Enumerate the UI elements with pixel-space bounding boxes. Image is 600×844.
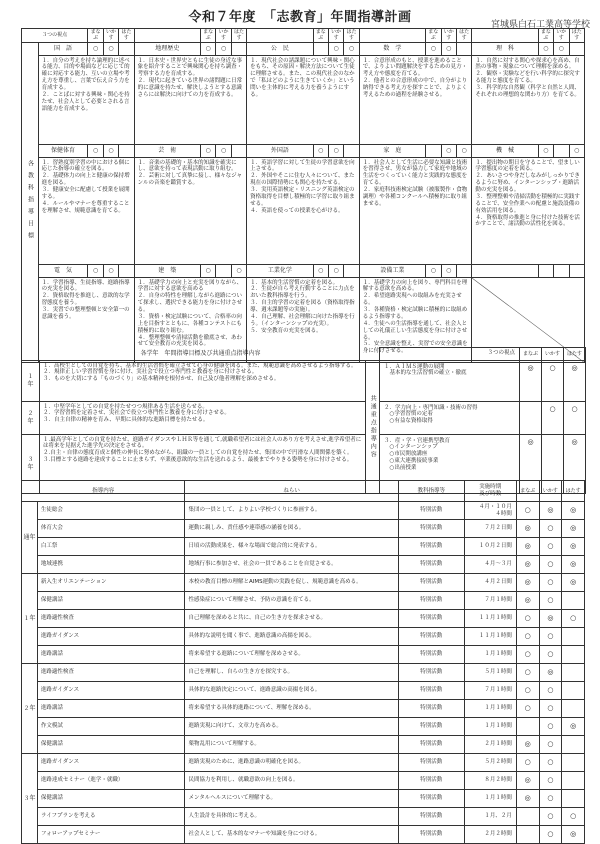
viewpoint-mark: [562, 736, 585, 754]
activity-row: [22, 772, 585, 790]
activity-aim: 自己理解を深めると共に、自己の生き方を探求させる。: [185, 610, 398, 628]
activity-time: １月１時間: [464, 790, 516, 808]
viewpoint-mark: ○: [569, 144, 585, 157]
viewpoint-mark: [344, 144, 359, 157]
viewpoint-mark: ○: [313, 264, 328, 277]
grade-label: ２年: [22, 401, 40, 434]
activity-type: 特別活動: [398, 556, 464, 574]
subject-name: 数 学: [359, 42, 425, 55]
viewpoint-mark: [569, 42, 585, 55]
viewpoint-mark: ○: [539, 790, 562, 808]
subject-goal-text: １．現代社会の諸課題について興味・関心をもち、その原因・解決方法について生徒に理解させる。また、この現代社会のなかで「私はどのように生きていくか」という問いを主体的に考える力を養うようにする。: [247, 55, 360, 144]
viewpoint-mark: ○: [516, 610, 539, 628]
grade-goal-text: １．中堅学年としての自覚を持たせつつ規律ある生活を送らせる。 ２．学習習慣を定着させ、実社会で役立つ専門性と教養を身に付けさせる。 ３．自主自律の精神を育み、早期に具体的な進路目標を持たせる。: [40, 401, 366, 434]
grade-label: ３年: [22, 434, 40, 493]
type-header: 教科指導等: [398, 481, 464, 502]
viewpoint-mark: ○: [562, 808, 585, 826]
activity-type: 特別活動: [398, 628, 464, 646]
viewpoint-mark: ○: [200, 42, 215, 55]
activity-content: 新入生オリエンテーション: [37, 574, 185, 592]
viewpoint-col-header: まなぶ: [520, 348, 542, 361]
activity-type: 特別活動: [398, 826, 464, 844]
activity-type: 特別活動: [398, 520, 464, 538]
activity-time: ４月～３月: [464, 556, 516, 574]
activity-aim: 日頃の活動成果を、様々な場面で総合的に発表する。: [185, 538, 398, 556]
viewpoint-mark: ○: [441, 42, 456, 55]
subject-goal-text: １．合意形成のもと、授業を進めることで、よりよい問題解決をするための見方・考え方や態度を育てる。 ２．他者との合意形成の中で、自分がより納得できる考え方を探すことで、よりよく考えるための過程を経験させる。: [359, 55, 472, 144]
activity-row: [22, 646, 585, 664]
viewpoint-mark: [562, 628, 585, 646]
viewpoint-mark: ○: [516, 664, 539, 682]
activity-time: ７月１時間: [464, 592, 516, 610]
viewpoint-mark: ◎: [539, 610, 562, 628]
subject-goal-text: １．基本的生活習慣の定着を図る。 ２．生徒が自ら考え行動することに力点をおいた教科指導を行う。 ３．自主的学習の定着を図る（資格取得指導、週末課題等の実施）。 ４．自己理解、社会理解に向けた指導を行う。（インターンシップの充実）。 ５．安全教育の充実を図る。: [247, 277, 360, 362]
grade-goals-heading: 各学年 年間指導目標及び共通重点指導内容: [22, 348, 380, 361]
viewpoint-col-header: まなぶ: [200, 29, 215, 43]
subject-name: 理 科: [472, 42, 538, 55]
viewpoint-mark: ○: [516, 502, 539, 520]
common-focus-text: １．ＡＩＭＳ運動の展開 基本的な生活習慣の確立・徹底: [380, 360, 520, 401]
header-blank: [134, 29, 200, 43]
viewpoint-mark: [562, 772, 585, 790]
viewpoint-col-header: はたす: [564, 348, 586, 361]
activity-row: [22, 808, 585, 826]
activity-time: ４月２日間: [464, 574, 516, 592]
subject-goal-text: １．自分の考えを持ち論理的に述べる能力、目的や場面などに応じて的確に対応する能力、互いの立場や考え方を尊重し、言葉で伝え合う力を育成する。 ２．ことばに対する興味・関心を持たせ、社会人として必要とされる言語能力を育成する。: [38, 55, 134, 144]
activity-row: [22, 700, 585, 718]
activity-row: [22, 754, 585, 772]
activity-type: 特別活動: [398, 502, 464, 520]
activity-time: １月１時間: [464, 646, 516, 664]
subject-goal-text: １．社会人として生活に必要な知識と技術を習得させ、男女が協力して家庭や地域の生活をつくっていく能力と実践的な態度を育てる。 ２．家庭科技術検定試験（被服製作・食物調理）や各種コンクールへ積極的に取り組ませる。: [359, 157, 472, 264]
activity-aim: 民間協力を利用し、就職意欲の向上を図る。: [185, 772, 398, 790]
activity-type: 特別活動: [398, 754, 464, 772]
activity-row: [22, 556, 585, 574]
viewpoint-mark: [426, 144, 441, 157]
viewpoint-mark: ○: [231, 264, 246, 277]
viewpoint-mark: [562, 754, 585, 772]
activity-time: ７月２日間: [464, 520, 516, 538]
viewpoint-mark: ○: [328, 144, 343, 157]
viewpoint-mark: ◎: [562, 538, 585, 556]
activity-aim: 自己を理解し、自らの生き方を探究する。: [185, 664, 398, 682]
viewpoint-col-header: いかす: [539, 481, 562, 502]
subject-goals-table: [21, 28, 585, 363]
viewpoint-mark: [562, 700, 585, 718]
side-label: 各教科指導目標: [22, 42, 39, 362]
viewpoint-mark: [231, 42, 246, 55]
viewpoint-mark: ◎: [520, 360, 542, 401]
viewpoint-col-header: いかす: [441, 29, 456, 43]
viewpoint-col-header: はたす: [562, 481, 585, 502]
activity-content: 進路講話: [37, 646, 185, 664]
viewpoint-mark: ◎: [516, 574, 539, 592]
activity-aim: 具体的な進路決定について、進路意識の高揚を図る。: [185, 682, 398, 700]
viewpoint-mark: ◎: [516, 790, 539, 808]
viewpoint-mark: [119, 264, 134, 277]
viewpoint-mark: ○: [539, 826, 562, 844]
subject-name: 国 語: [38, 42, 88, 55]
activity-time: １０月２日間: [464, 538, 516, 556]
activity-time: ２月１時間: [464, 736, 516, 754]
activity-row: [22, 664, 585, 682]
viewpoint-mark: ○: [103, 264, 118, 277]
subject-name: 建 築: [134, 264, 200, 277]
viewpoint-mark: ◎: [539, 664, 562, 682]
activity-type: 特別活動: [398, 808, 464, 826]
activity-row: [22, 520, 585, 538]
subject-goal-text: １．英語学習に対して生徒の学習意欲を向上させる。 ２．外国やそこに住む人々について、また現在の国際情勢にも関心を持たせる。 ３．実用英語検定・リスニング英語検定の資格取得を目標し積極的に学習に取り組ませる。 ４．英語を使っての授業を心がける。: [247, 157, 360, 264]
viewpoint-mark: ◎: [516, 520, 539, 538]
viewpoint-mark: ○: [539, 574, 562, 592]
viewpoint-mark: [216, 264, 231, 277]
viewpoint-mark: ○: [542, 360, 564, 401]
subject-name: 地理歴史: [134, 42, 200, 55]
header-blank: [359, 29, 425, 43]
viewpoint-mark: ○: [441, 144, 456, 157]
subject-name: 保健体育: [38, 144, 88, 157]
activity-row: [22, 574, 585, 592]
activity-aim: 進路実現のために、進路意識の明確化を図る。: [185, 754, 398, 772]
subject-desc-row: [22, 55, 585, 144]
viewpoint-mark: ○: [456, 144, 471, 157]
grade-goal-row: [22, 401, 586, 434]
activity-aim: 人生設計を具体的に考える。: [185, 808, 398, 826]
header-blank: [247, 29, 313, 43]
viewpoint-mark: [344, 264, 359, 277]
activity-row: [22, 682, 585, 700]
activity-content: 保健講話: [37, 790, 185, 808]
viewpoint-col-header: まなぶ: [538, 29, 553, 43]
activity-type: 特別活動: [398, 574, 464, 592]
viewpoint-mark: ○: [516, 700, 539, 718]
viewpoint-mark: ◎: [520, 434, 542, 493]
activity-aim: 具体的な説明を聞く事で、進路意識の高揚を図る。: [185, 628, 398, 646]
activity-time: ５月１時間: [464, 664, 516, 682]
grade-label: １年: [22, 360, 40, 401]
subject-row: [22, 264, 585, 277]
activity-type: 特別活動: [398, 772, 464, 790]
activity-row: [22, 628, 585, 646]
viewpoint-mark: ○: [516, 628, 539, 646]
viewpoint-mark: ○: [441, 264, 456, 277]
viewpoint-mark: ○: [539, 772, 562, 790]
subject-name: 設備工業: [359, 264, 425, 277]
empty-cell: [472, 264, 538, 277]
viewpoint-mark: ○: [542, 401, 564, 434]
activity-time: １月１時間: [464, 700, 516, 718]
viewpoint-mark: ◎: [516, 772, 539, 790]
viewpoint-mark: ○: [539, 736, 562, 754]
viewpoint-mark: ○: [216, 144, 231, 157]
viewpoint-mark: ◎: [562, 574, 585, 592]
viewpoint-mark: [119, 144, 134, 157]
viewpoint-mark: [520, 401, 542, 434]
activity-aim: メンタルヘルスについて理解する。: [185, 790, 398, 808]
viewpoint-col-header: まなぶ: [88, 29, 103, 43]
viewpoint-mark: ○: [216, 42, 231, 55]
viewpoint-header-row: [22, 29, 585, 43]
activity-type: 特別活動: [398, 700, 464, 718]
school-name: 宮城県白石工業高等学校: [490, 20, 590, 30]
viewpoint-mark: [456, 42, 471, 55]
viewpoint-mark: ○: [516, 646, 539, 664]
activity-row: [22, 826, 585, 844]
group-label: ３年: [22, 754, 38, 844]
viewpoint-mark: ○: [344, 42, 359, 55]
viewpoint-col-header: いかす: [103, 29, 118, 43]
activity-content: 生徒総会: [37, 502, 185, 520]
activity-time: ７月１時間: [464, 682, 516, 700]
grade-goal-row: [22, 360, 586, 401]
activity-content: 地域連携: [37, 556, 185, 574]
viewpoint-mark: ○: [539, 538, 562, 556]
viewpoint-mark: ◎: [564, 360, 586, 401]
activity-content: 進路ガイダンス: [37, 754, 185, 772]
activity-aim: 地域行事に参加させ、社会の一員であることを自覚させる。: [185, 556, 398, 574]
activity-content: フォローアップセミナー: [37, 826, 185, 844]
activity-content: 保健講話: [37, 736, 185, 754]
viewpoint-col-header: はたす: [119, 29, 134, 43]
header-blank: [472, 29, 538, 43]
subject-name: 電 気: [38, 264, 88, 277]
viewpoint-col-header: まなぶ: [516, 481, 539, 502]
viewpoint-mark: ○: [200, 144, 215, 157]
activity-type: 特別活動: [398, 790, 464, 808]
viewpoint-mark: [562, 592, 585, 610]
viewpoint-mark: ○: [539, 556, 562, 574]
activity-aim: 将来希望する具体的進路について、理解を深める。: [185, 700, 398, 718]
empty-mark: [554, 264, 569, 277]
empty-mark: [569, 264, 585, 277]
viewpoint-col-header: いかす: [216, 29, 231, 43]
activity-time: １１月１時間: [464, 610, 516, 628]
activity-content: 作文模試: [37, 718, 185, 736]
viewpoint-mark: ○: [426, 264, 441, 277]
viewpoint-mark: ○: [539, 628, 562, 646]
aim-header: ねらい: [185, 481, 398, 502]
activity-time: １月、２月: [464, 808, 516, 826]
subject-goal-text: １．日本史・世界史ともに生徒の身近な事象を紹介することで興味関心を持ち調査・考察する力を育成する。 ２．現代に起きている世界の諸問題に日常的に意識を持たせ、解決しようとする意識さらには解決に向けての力を育成する。: [134, 55, 247, 144]
viewpoint-mark: [516, 718, 539, 736]
activity-type: 特別活動: [398, 538, 464, 556]
viewpoint-mark: [516, 826, 539, 844]
subject-goal-text: １．基礎学力の向上を図り、専門科目を理解する意欲を高める。 ２．希望進路実現への取組みを充実させる。 ３．各種資格・検定試験に積極的に取組めるよう指導する。 ４．生徒への生活指導を通して、社会人としての礼儀正しい生活態度を身に付けさせる。 ５．安全意識を整え、実習での安全意識を身に付けさせる。: [359, 277, 472, 362]
viewpoint-mark: [313, 42, 328, 55]
activity-content: 進路ガイダンス: [37, 628, 185, 646]
activity-content: 進路適性検査: [37, 664, 185, 682]
activity-aim: 本校の教育目標の理解とAIMS運動の実践を促し、規範意識を高める。: [185, 574, 398, 592]
activity-row: [22, 736, 585, 754]
viewpoint-col-header: まなぶ: [313, 29, 328, 43]
viewpoints-label: ３つの視点: [22, 29, 88, 43]
subject-goal-text: １．基礎学力の向上と充実を図りながら、学習に対する意欲を高める ２．自身の特性を理解しながら進路について探求し、選択できる能力を身に付けさせる。 ３．資格・検定試験について、合格率の向上を目指すとともに、各種コンテストにも積極的に取り組む。 ４．整理整頓や清掃活動を徹底させ、あわせて安全教育の充実を図る。: [134, 277, 247, 362]
subject-name: 公 民: [247, 42, 313, 55]
viewpoint-mark: ○: [539, 718, 562, 736]
subject-name: 芸 術: [134, 144, 200, 157]
viewpoint-mark: ○: [200, 264, 215, 277]
activity-row: [22, 538, 585, 556]
subject-row: [22, 144, 585, 157]
viewpoint-mark: ○: [538, 42, 553, 55]
activity-row: [22, 790, 585, 808]
viewpoint-mark: [554, 144, 569, 157]
viewpoint-mark: [562, 790, 585, 808]
viewpoint-mark: ◎: [539, 502, 562, 520]
activity-type: 特別活動: [398, 592, 464, 610]
group-label: １年: [22, 574, 38, 664]
activity-time: ２月２時間: [464, 826, 516, 844]
activity-aim: 集団の一員として、よりよい学校づくりに参画する。: [185, 502, 398, 520]
viewpoint-col-header: まなぶ: [426, 29, 441, 43]
viewpoint-mark: ○: [516, 682, 539, 700]
viewpoint-mark: ◎: [516, 538, 539, 556]
activity-content: 進路達成セミナー（進学・就職）: [37, 772, 185, 790]
activity-time: ８月２時間: [464, 772, 516, 790]
activity-content: 進路ガイダンス: [37, 682, 185, 700]
activity-content: 進路適性検査: [37, 610, 185, 628]
time-header: 実施時期 及び時数: [464, 481, 516, 502]
viewpoint-mark: [456, 264, 471, 277]
viewpoint-mark: ○: [88, 42, 103, 55]
activity-header-row: [22, 481, 585, 502]
common-focus-text: ２．学力向上・専門知識・技術の習得 ○学習習慣の定着 ○有益な資格取得: [380, 401, 520, 434]
activity-row: [22, 592, 585, 610]
activity-row: [22, 502, 585, 520]
activity-type: 特別活動: [398, 736, 464, 754]
activity-row: [22, 610, 585, 628]
viewpoint-col-header: いかす: [542, 348, 564, 361]
viewpoint-mark: ○: [539, 592, 562, 610]
activity-content: 体育大会: [37, 520, 185, 538]
viewpoint-col-header: はたす: [456, 29, 471, 43]
activity-content: 白工祭: [37, 538, 185, 556]
viewpoint-mark: ○: [538, 144, 553, 157]
viewpoint-mark: [562, 664, 585, 682]
common-focus-text: ３．産・学・官連携型教育 ○インターンシップ ○市民開放講座 ○東大連携接続事業 ○出前授業: [380, 434, 520, 493]
activity-type: 特別活動: [398, 610, 464, 628]
activity-aim: 薬物乱用について理解する。: [185, 736, 398, 754]
viewpoint-col-header: はたす: [344, 29, 359, 43]
viewpoints-label: ３つの視点: [380, 348, 520, 361]
viewpoint-mark: ◎: [516, 736, 539, 754]
activity-content: 保健講話: [37, 592, 185, 610]
subject-name: 家 庭: [359, 144, 425, 157]
viewpoint-mark: [231, 144, 246, 157]
grade-goal-text: １．高校生としての自覚を持ち、基本的生活習慣を確立させて心身の健康を図る。また、規範意識を高めさせるよう指導する。 ２．規律正しい学習習慣を身に付け、実社会で役立つ専門性と教養を身に付けさせる。 ３．ものを大切にする「ものづくり」の基本精神を根付かせ、自己及び他者理解を深めさせる。: [40, 360, 366, 401]
page-title: 令和７年度 「志教育」年間指導計画: [188, 10, 412, 25]
grade-goals-header-row: [22, 348, 586, 361]
viewpoint-mark: ○: [88, 144, 103, 157]
viewpoint-mark: ○: [313, 144, 328, 157]
viewpoint-mark: ◎: [516, 592, 539, 610]
viewpoint-mark: ○: [539, 520, 562, 538]
viewpoint-mark: ○: [88, 264, 103, 277]
activity-aim: 性感染症について理解させ、予防の意識を育てる。: [185, 592, 398, 610]
viewpoint-mark: ○: [539, 646, 562, 664]
viewpoint-mark: [119, 42, 134, 55]
activity-time: ５月２時間: [464, 754, 516, 772]
viewpoint-col-header: いかす: [554, 29, 569, 43]
common-focus-label: 共通重点指導内容: [366, 360, 380, 493]
viewpoint-mark: [562, 682, 585, 700]
group-label: ２年: [22, 664, 38, 754]
viewpoint-mark: ○: [103, 42, 118, 55]
viewpoint-mark: ◎: [516, 556, 539, 574]
activity-type: 特別活動: [398, 682, 464, 700]
activity-time: １１月１時間: [464, 628, 516, 646]
activity-row: [22, 718, 585, 736]
activity-aim: 運動に親しみ、責任感や連帯感の涵養を図る。: [185, 520, 398, 538]
empty-mark: [538, 264, 553, 277]
subject-goal-text: １．音楽の基礎的・基本的知識を確実にし、意欲を持って表現活動に取り組む。 ２．芸術に対して真摯に接し、様々なジャンルの音楽を鑑賞する。: [134, 157, 247, 264]
subject-goal-text: １．習熟度別学習の中における個に応じた指導の確立を図る。 ２．基礎体力の向上と健康の保持増進を図る。 ３．健康安全に配慮して授業を展開する。 ４．ルールやマナーを尊重することを理解させ、規範意識を育てる。: [38, 157, 134, 264]
viewpoint-mark: ○: [103, 144, 118, 157]
viewpoint-mark: ○: [539, 682, 562, 700]
subject-goal-text: １．提出物の期日を守ることで、望ましい学習態度の定着を図る。 ２．あいさつや身だしなみがしっかりできるように努め、インターンシップ・進路活動の充実を図る。 ３．整理整頓や清掃活動を積極的に実践することで、安全作業への配慮と施設設備の有効活用を図る。 ４．資格取得の推進と身に付けた技術を活かすことで、諸活動の活性化を図る。: [472, 157, 585, 264]
viewpoint-mark: ○: [562, 610, 585, 628]
viewpoint-col-header: はたす: [569, 29, 585, 43]
activity-content: 進路講話: [37, 700, 185, 718]
viewpoint-mark: ○: [328, 42, 343, 55]
activity-time: １月１時間: [464, 718, 516, 736]
viewpoint-mark: [516, 808, 539, 826]
content-header: 指導内容: [22, 481, 185, 502]
viewpoint-mark: ○: [328, 264, 343, 277]
viewpoint-mark: ○: [516, 754, 539, 772]
activity-content: ライフプランを考える: [37, 808, 185, 826]
subject-goal-text: １．自然に対する関心や探求心を高め、自然の事物・現象について理解を深める。 ２．観察・実験などを行い科学的に探究する能力と態度を育てる。 ３．科学的な自然観（科学と自然と人間、それぞれの理想的な関わり方）を育てる。: [472, 55, 585, 144]
viewpoint-mark: ◎: [562, 520, 585, 538]
subject-name: 機 械: [472, 144, 538, 157]
activity-type: 特別活動: [398, 646, 464, 664]
viewpoint-mark: ◎: [562, 826, 585, 844]
viewpoint-mark: ○: [539, 754, 562, 772]
activity-plan-table: [21, 480, 585, 844]
activity-type: 特別活動: [398, 664, 464, 682]
subject-goal-text: １．学習指導、生徒指導、進路指導の充実を図る。 ２．資格取得を推進し、意欲的な学習態度を養う。 ３．実習での整理整頓と安全第一の意識を養う。: [38, 277, 134, 362]
subject-name: 外国語: [247, 144, 313, 157]
activity-type: 特別活動: [398, 718, 464, 736]
viewpoint-mark: ○: [539, 808, 562, 826]
viewpoint-mark: ○: [564, 401, 586, 434]
viewpoint-mark: ◎: [564, 434, 586, 493]
viewpoint-mark: [562, 646, 585, 664]
group-label: 通年: [22, 502, 38, 574]
activity-aim: 進路実現に向けて、文章力を高める。: [185, 718, 398, 736]
viewpoint-mark: ○: [554, 42, 569, 55]
viewpoint-col-header: いかす: [328, 29, 343, 43]
viewpoint-mark: ◎: [562, 502, 585, 520]
subject-name: 工業化学: [247, 264, 313, 277]
activity-aim: 社会人として、基本的なマナーや知識を身につける。: [185, 826, 398, 844]
viewpoint-mark: ○: [426, 42, 441, 55]
grade-goals-table: [21, 347, 585, 494]
subject-desc-row: [22, 157, 585, 264]
activity-time: ４月・１０月 ４時間: [464, 502, 516, 520]
grade-goal-text: １.最高学年としての自覚を持たせ、進路ガイダンスやＬＨＲ等を通して,就職希望者には社会人のあり方を考えさせ,進学希望者には将来を見据えた進学先の決定をさせる。 ２.自主・自律の態度育成と個性の伸長に努めながら、組織の一員としての自覚を持たせ、集団の中で円滑な人間関係を築く。 ３.目標とする進路を達成することに止まらず、卒業後意欲的な生活を送れるよう、最後までやりきる姿勢を身に付けさせる。: [40, 434, 366, 493]
subject-row: [22, 42, 585, 55]
viewpoint-mark: ◎: [562, 556, 585, 574]
activity-aim: 将来希望する進路について理解を深めさせる。: [185, 646, 398, 664]
viewpoint-mark: ○: [539, 700, 562, 718]
viewpoint-mark: ◎: [562, 718, 585, 736]
viewpoint-col-header: はたす: [231, 29, 246, 43]
